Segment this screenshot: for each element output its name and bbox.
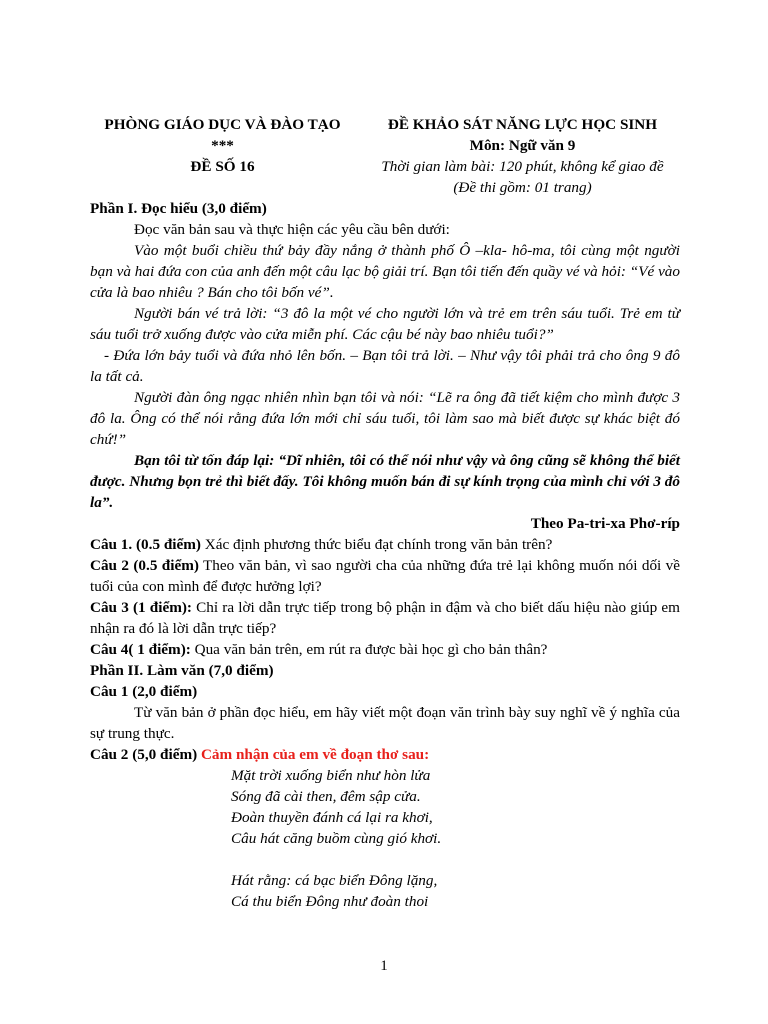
part2-question-1-text: Từ văn bản ở phần đọc hiểu, em hãy viết một đoạn văn trình bày suy nghĩ về ý nghĩa của sự trung thực. — [90, 704, 680, 742]
poem-line: Sóng đã cài then, đêm sập cửa. — [231, 788, 421, 805]
passage-source: Theo Pa-tri-xa Phơ-ríp — [530, 515, 680, 532]
part2-question-2 — [90, 744, 680, 765]
part1-instruction: Đọc văn bản sau và thực hiện các yêu cầu bên dưới: — [134, 221, 450, 238]
poem-line: Đoàn thuyền đánh cá lại ra khơi, — [231, 809, 433, 826]
exam-subject: Môn: Ngữ văn 9 — [469, 137, 576, 154]
poem-line: Cá thu biển Đông như đoàn thoi — [231, 893, 429, 910]
part1-heading: Phần I. Đọc hiểu (3,0 điểm) — [90, 200, 267, 217]
passage-paragraph-4: Người đàn ông ngạc nhiên nhìn bạn tôi và nói: “Lẽ ra ông đã tiết kiệm cho mình được 3 đô la. Ông có thể nói rằng đứa lớn mới chỉ sáu tuổi, tôi làm sao mà biết được sự khác biệt đó chứ!” — [90, 389, 680, 448]
question-1-text: Xác định phương thức biểu đạt chính trong văn bản trên? — [200, 536, 553, 553]
exam-number: ĐỀ SỐ 16 — [190, 158, 255, 175]
exam-time: Thời gian làm bài: 120 phút, không kể giao đề — [381, 158, 664, 175]
separator-stars: *** — [211, 137, 234, 154]
page-number: 1 — [380, 958, 388, 974]
stanza-gap — [90, 849, 680, 870]
question-3 — [90, 597, 680, 639]
question-4-label: Câu 4( 1 điểm): — [90, 641, 191, 658]
question-1 — [90, 534, 680, 555]
poem-line: Hát rằng: cá bạc biển Đông lặng, — [231, 872, 438, 889]
exam-header — [90, 114, 680, 198]
question-4 — [90, 639, 680, 660]
exam-pages: (Đề thi gồm: 01 trang) — [453, 179, 592, 196]
question-3-text: Chỉ ra lời dẫn trực tiếp trong bộ phận in đậm và cho biết dấu hiệu nào giúp em nhận ra đó là lời dẫn trực tiếp? — [90, 599, 680, 637]
question-2-text: Theo văn bản, vì sao người cha của những đứa trẻ lại không muốn nói dối về tuổi của con mình để được hưởng lợi? — [90, 557, 680, 595]
poem-stanza-1 — [231, 765, 680, 849]
exam-info-block — [365, 114, 680, 198]
part2-question-2-label: Câu 2 (5,0 điểm) — [90, 746, 198, 763]
question-1-label: Câu 1. (0.5 điểm) — [90, 536, 201, 553]
poem-stanza-2 — [231, 870, 680, 912]
passage-paragraph-1: Vào một buổi chiều thứ bảy đầy nắng ở thành phố Ô –kla- hô-ma, tôi cùng một người bạn và hai đứa con của anh đến một câu lạc bộ giải trí. Bạn tôi tiến đến quầy vé và hỏi: “Vé vào cửa là bao nhiêu ? Bán cho tôi bốn vé”. — [90, 242, 680, 301]
question-2-label: Câu 2 (0.5 điểm) — [90, 557, 199, 574]
passage-paragraph-bold: Bạn tôi từ tốn đáp lại: “Dĩ nhiên, tôi có thể nói như vậy và ông cũng sẽ không thể biết được. Nhưng bọn trẻ thì biết đấy. Tôi không muốn bán đi sự kính trọng của mình chỉ với 3 đô la”. — [90, 452, 680, 511]
poem-line: Câu hát căng buồm cùng gió khơi. — [231, 830, 442, 847]
passage-paragraph-2: Người bán vé trả lời: “3 đô la một vé cho người lớn và trẻ em trên sáu tuổi. Trẻ em từ sáu tuổi trở xuống được vào cửa miễn phí. Các cậu bé này bao nhiêu tuổi?” — [90, 305, 680, 343]
exam-page — [90, 114, 680, 912]
department-block — [90, 114, 355, 198]
poem-line: Mặt trời xuống biển như hòn lửa — [231, 767, 431, 784]
exam-title: ĐỀ KHẢO SÁT NĂNG LỰC HỌC SINH — [387, 116, 658, 133]
passage-paragraph-3: - Đứa lớn bảy tuổi và đứa nhỏ lên bốn. – Bạn tôi trả lời. – Như vậy tôi phải trả cho ông 9 đô la tất cả. — [90, 347, 680, 385]
question-3-label: Câu 3 (1 điểm): — [90, 599, 192, 616]
question-4-text: Qua văn bản trên, em rút ra được bài học gì cho bản thân? — [190, 641, 548, 658]
part2-question-1-label: Câu 1 (2,0 điểm) — [90, 683, 198, 700]
part2-question-2-text: Cảm nhận của em về đoạn thơ sau: — [200, 746, 430, 763]
department-name: PHÒNG GIÁO DỤC VÀ ĐÀO TẠO — [104, 116, 341, 133]
question-2 — [90, 555, 680, 597]
part2-heading: Phần II. Làm văn (7,0 điểm) — [90, 662, 274, 679]
